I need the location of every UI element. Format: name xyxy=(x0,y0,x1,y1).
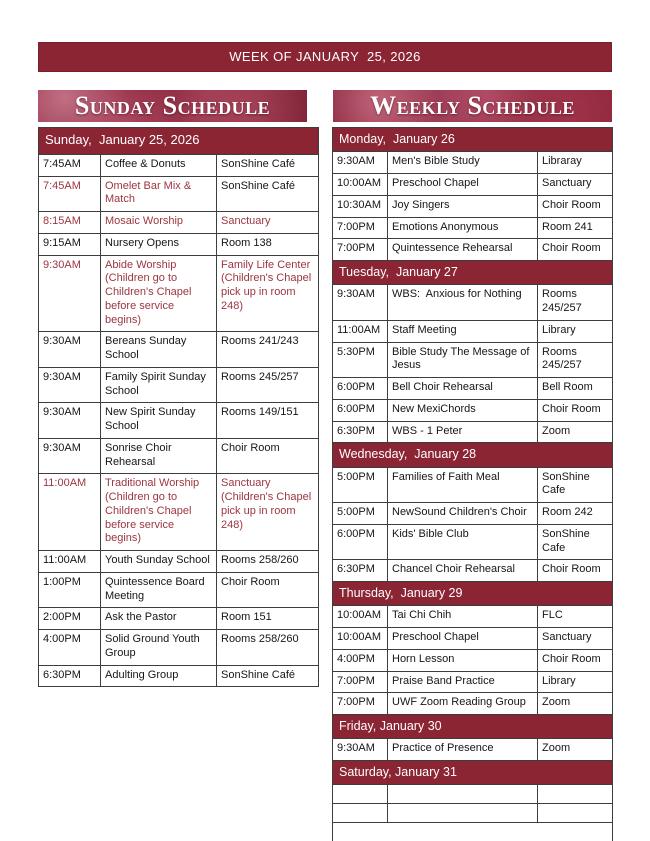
schedule-row xyxy=(39,403,319,439)
schedule-row xyxy=(333,285,613,321)
schedule-row xyxy=(39,551,319,573)
location-cell: Rooms 241/243 xyxy=(217,332,319,368)
event-cell: Omelet Bar Mix & Match xyxy=(101,176,217,212)
day-header-row xyxy=(333,443,613,467)
event-cell: Horn Lesson xyxy=(388,649,538,671)
time-cell: 7:00PM xyxy=(333,217,388,239)
event-cell: Staff Meeting xyxy=(388,320,538,342)
event-cell: Bereans Sunday School xyxy=(101,332,217,368)
event-cell: Tai Chi Chih xyxy=(388,606,538,628)
sunday-date-header-row xyxy=(39,128,319,155)
event-cell: Bell Choir Rehearsal xyxy=(388,378,538,400)
day-header: Saturday, January 31 xyxy=(333,761,613,785)
schedule-row xyxy=(39,665,319,687)
schedule-row xyxy=(333,239,613,261)
location-cell: Zoom xyxy=(538,739,613,761)
event-cell: Families of Faith Meal xyxy=(388,467,538,503)
event-cell: Traditional Worship (Children go to Children's Chapel before service begins) xyxy=(101,474,217,551)
time-cell: 5:00PM xyxy=(333,467,388,503)
time-cell: 6:30PM xyxy=(333,560,388,582)
event-cell: Youth Sunday School xyxy=(101,551,217,573)
time-cell: 11:00AM xyxy=(39,551,101,573)
day-header: Thursday, January 29 xyxy=(333,582,613,606)
event-cell: Abide Worship (Children go to Children's Chapel before service begins) xyxy=(101,255,217,332)
location-cell: SonShine Cafe xyxy=(538,467,613,503)
schedule-row xyxy=(333,217,613,239)
location-cell: Choir Room xyxy=(217,438,319,474)
time-cell: 6:00PM xyxy=(333,524,388,560)
schedule-row xyxy=(333,671,613,693)
location-cell: Zoom xyxy=(538,693,613,715)
week-banner: WEEK OF JANUARY 25, 2026 xyxy=(38,42,612,72)
location-cell: Room 138 xyxy=(217,233,319,255)
day-header-row xyxy=(333,582,613,606)
schedule-row xyxy=(39,154,319,176)
schedule-row xyxy=(39,630,319,666)
schedule-row xyxy=(333,628,613,650)
day-header: Monday, January 26 xyxy=(333,128,613,152)
time-cell: 9:30AM xyxy=(333,152,388,174)
location-cell: SonShine Cafe xyxy=(538,524,613,560)
weekly-schedule-table xyxy=(332,127,613,841)
schedule-row xyxy=(333,503,613,525)
schedule-row xyxy=(333,399,613,421)
schedule-row xyxy=(39,438,319,474)
sunday-schedule-table xyxy=(38,127,319,687)
weekly-schedule-heading xyxy=(333,90,612,122)
location-cell: SonShine Café xyxy=(217,665,319,687)
event-cell: Quintessence Board Meeting xyxy=(101,572,217,608)
schedule-row xyxy=(333,785,613,804)
day-header: Tuesday, January 27 xyxy=(333,261,613,285)
event-cell: Sonrise Choir Rehearsal xyxy=(101,438,217,474)
schedule-row xyxy=(333,693,613,715)
time-cell: 9:30AM xyxy=(39,403,101,439)
event-cell: WBS - 1 Peter xyxy=(388,421,538,443)
empty-notes-row xyxy=(333,823,613,841)
time-cell: 1:00PM xyxy=(39,572,101,608)
event-cell: Praise Band Practice xyxy=(388,671,538,693)
location-cell: Choir Room xyxy=(217,572,319,608)
event-cell: Solid Ground Youth Group xyxy=(101,630,217,666)
schedule-row xyxy=(39,255,319,332)
schedule-row xyxy=(333,467,613,503)
event-cell: Preschool Chapel xyxy=(388,628,538,650)
location-cell: Room 241 xyxy=(538,217,613,239)
schedule-row xyxy=(333,320,613,342)
time-cell: 7:00PM xyxy=(333,239,388,261)
time-cell: 6:00PM xyxy=(333,399,388,421)
schedule-row xyxy=(333,524,613,560)
time-cell: 7:00PM xyxy=(333,671,388,693)
event-cell: Kids' Bible Club xyxy=(388,524,538,560)
location-cell: Zoom xyxy=(538,421,613,443)
time-cell: 7:45AM xyxy=(39,176,101,212)
location-cell: Room 242 xyxy=(538,503,613,525)
schedule-row xyxy=(333,342,613,378)
day-header-row xyxy=(333,128,613,152)
time-cell: 9:15AM xyxy=(39,233,101,255)
schedule-row xyxy=(333,649,613,671)
schedule-row xyxy=(39,233,319,255)
schedule-row xyxy=(39,212,319,234)
event-cell: Bible Study The Message of Jesus xyxy=(388,342,538,378)
event-cell: Mosaic Worship xyxy=(101,212,217,234)
location-cell: Room 151 xyxy=(217,608,319,630)
schedule-row xyxy=(39,176,319,212)
location-cell: Rooms 258/260 xyxy=(217,551,319,573)
location-cell: SonShine Café xyxy=(217,176,319,212)
location-cell: Library xyxy=(538,671,613,693)
location-cell: FLC xyxy=(538,606,613,628)
location-cell xyxy=(538,785,613,804)
event-cell: Quintessence Rehearsal xyxy=(388,239,538,261)
event-cell: Preschool Chapel xyxy=(388,174,538,196)
schedule-row xyxy=(39,572,319,608)
time-cell: 11:00AM xyxy=(39,474,101,551)
location-cell: Choir Room xyxy=(538,195,613,217)
weekly-schedule-title: Weekly Schedule xyxy=(370,91,575,120)
event-cell xyxy=(388,804,538,823)
event-cell: UWF Zoom Reading Group xyxy=(388,693,538,715)
schedule-row xyxy=(333,804,613,823)
time-cell xyxy=(333,785,388,804)
location-cell: Sanctuary xyxy=(538,174,613,196)
location-cell: Rooms 258/260 xyxy=(217,630,319,666)
time-cell: 2:00PM xyxy=(39,608,101,630)
event-cell xyxy=(388,785,538,804)
day-header: Wednesday, January 28 xyxy=(333,443,613,467)
schedule-row xyxy=(39,608,319,630)
event-cell: Nursery Opens xyxy=(101,233,217,255)
time-cell: 9:30AM xyxy=(39,255,101,332)
time-cell: 9:30AM xyxy=(39,367,101,403)
location-cell: Choir Room xyxy=(538,239,613,261)
schedule-row xyxy=(333,174,613,196)
event-cell: Coffee & Donuts xyxy=(101,154,217,176)
schedule-row xyxy=(39,367,319,403)
schedule-row xyxy=(333,152,613,174)
time-cell: 5:30PM xyxy=(333,342,388,378)
location-cell: Rooms 149/151 xyxy=(217,403,319,439)
location-cell: Sanctuary (Children's Chapel pick up in room 248) xyxy=(217,474,319,551)
event-cell: New Spirit Sunday School xyxy=(101,403,217,439)
time-cell: 6:30PM xyxy=(333,421,388,443)
location-cell: Choir Room xyxy=(538,560,613,582)
location-cell: Rooms 245/257 xyxy=(217,367,319,403)
event-cell: Emotions Anonymous xyxy=(388,217,538,239)
event-cell: New MexiChords xyxy=(388,399,538,421)
schedule-row xyxy=(39,332,319,368)
schedule-row xyxy=(333,378,613,400)
location-cell xyxy=(538,804,613,823)
location-cell: Libraray xyxy=(538,152,613,174)
location-cell: Rooms 245/257 xyxy=(538,342,613,378)
event-cell: Family Spirit Sunday School xyxy=(101,367,217,403)
sunday-date-header: Sunday, January 25, 2026 xyxy=(39,128,319,155)
time-cell: 10:00AM xyxy=(333,628,388,650)
location-cell: Choir Room xyxy=(538,649,613,671)
empty-notes-cell xyxy=(333,823,613,841)
event-cell: Adulting Group xyxy=(101,665,217,687)
time-cell: 9:30AM xyxy=(39,438,101,474)
event-cell: Chancel Choir Rehearsal xyxy=(388,560,538,582)
time-cell: 6:30PM xyxy=(39,665,101,687)
event-cell: Joy Singers xyxy=(388,195,538,217)
schedule-row xyxy=(39,474,319,551)
event-cell: Men's Bible Study xyxy=(388,152,538,174)
time-cell: 5:00PM xyxy=(333,503,388,525)
event-cell: Ask the Pastor xyxy=(101,608,217,630)
location-cell: Family Life Center (Children's Chapel pick up in room 248) xyxy=(217,255,319,332)
schedule-row xyxy=(333,421,613,443)
event-cell: WBS: Anxious for Nothing xyxy=(388,285,538,321)
time-cell xyxy=(333,804,388,823)
location-cell: Sanctuary xyxy=(538,628,613,650)
location-cell: SonShine Café xyxy=(217,154,319,176)
time-cell: 9:30AM xyxy=(333,739,388,761)
day-header: Friday, January 30 xyxy=(333,715,613,739)
day-header-row xyxy=(333,261,613,285)
day-header-row xyxy=(333,715,613,739)
location-cell: Bell Room xyxy=(538,378,613,400)
time-cell: 4:00PM xyxy=(333,649,388,671)
event-cell: Practice of Presence xyxy=(388,739,538,761)
sunday-schedule-title: Sunday Schedule xyxy=(74,91,271,120)
time-cell: 8:15AM xyxy=(39,212,101,234)
sunday-schedule-heading xyxy=(38,90,307,122)
location-cell: Rooms 245/257 xyxy=(538,285,613,321)
time-cell: 10:00AM xyxy=(333,606,388,628)
time-cell: 9:30AM xyxy=(39,332,101,368)
schedule-row xyxy=(333,739,613,761)
schedule-row xyxy=(333,560,613,582)
event-cell: NewSound Children's Choir xyxy=(388,503,538,525)
location-cell: Sanctuary xyxy=(217,212,319,234)
time-cell: 7:45AM xyxy=(39,154,101,176)
location-cell: Choir Room xyxy=(538,399,613,421)
time-cell: 10:00AM xyxy=(333,174,388,196)
time-cell: 9:30AM xyxy=(333,285,388,321)
schedule-row xyxy=(333,195,613,217)
time-cell: 7:00PM xyxy=(333,693,388,715)
time-cell: 10:30AM xyxy=(333,195,388,217)
time-cell: 6:00PM xyxy=(333,378,388,400)
day-header-row xyxy=(333,761,613,785)
time-cell: 4:00PM xyxy=(39,630,101,666)
time-cell: 11:00AM xyxy=(333,320,388,342)
schedule-row xyxy=(333,606,613,628)
location-cell: Library xyxy=(538,320,613,342)
